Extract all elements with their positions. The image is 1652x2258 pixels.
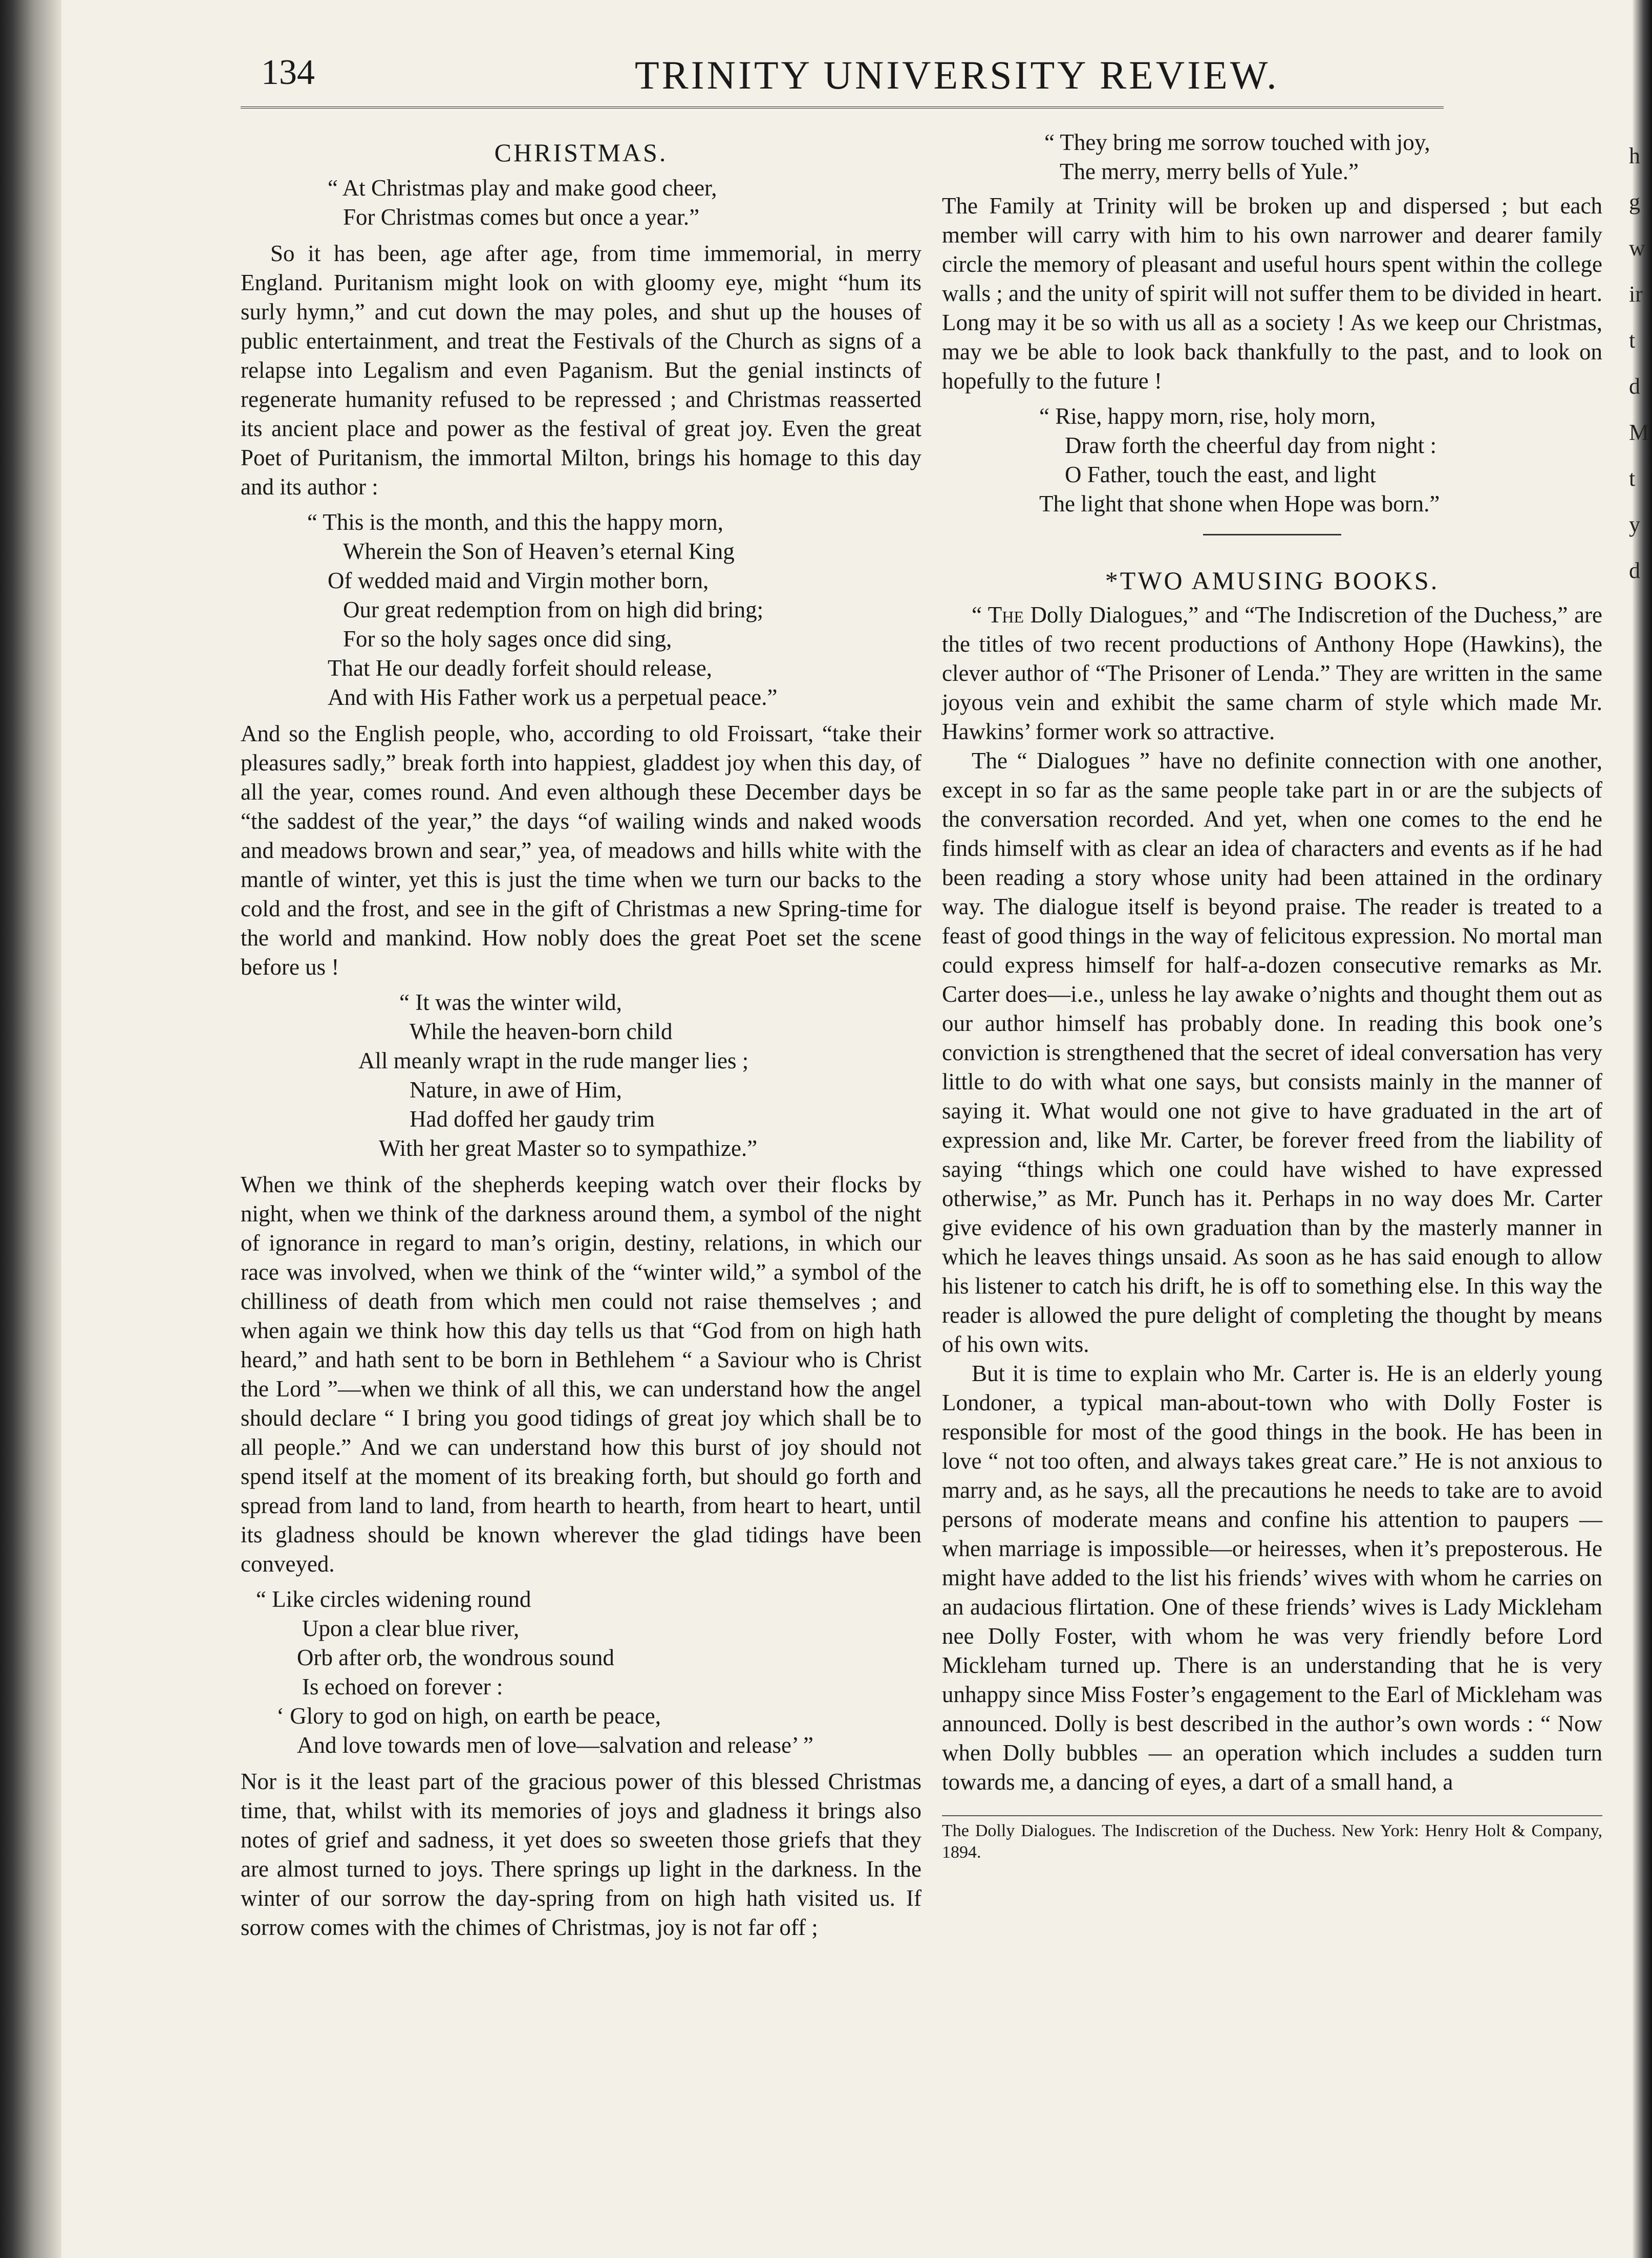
verse-line: Of wedded maid and Virgin mother born, bbox=[328, 568, 709, 593]
verse-line: That He our deadly forfeit should release, bbox=[328, 655, 712, 681]
paragraph: And so the English people, who, according to old Froissart, “take their pleasures sadly,” break forth into happiest, gladdest joy when this day, of all the year, comes round. And even although these December days be “the saddest of the year,” the days “of wailing winds and naked woods and meadows brown and sear,” yea, of meadows and hills white with the mantle of winter, yet this is just the time when we turn our backs to the cold and the frost, and see in the gift of Christmas a new Spring-time for the world and mankind. How nobly does the great Poet set the scene before us ! bbox=[241, 721, 921, 980]
margin-letter: d bbox=[1629, 374, 1640, 399]
page-number: 134 bbox=[261, 53, 315, 92]
footnote: The Dolly Dialogues. The Indiscretion of the Duchess. New York: Henry Holt & Company, 1894. bbox=[942, 1815, 1602, 1863]
section-divider bbox=[1203, 534, 1341, 535]
lead-word: “ The bbox=[972, 602, 1024, 628]
adjacent-page-margin bbox=[1629, 133, 1649, 594]
margin-letter: t bbox=[1629, 466, 1636, 491]
margin-letter: w bbox=[1629, 235, 1645, 261]
verse-line: Nature, in awe of Him, bbox=[410, 1077, 622, 1103]
paragraph: Nor is it the least part of the gracious power of this blessed Christmas time, that, whilst with its memories of joys and gladness it brings also notes of grief and sadness, it yet does so sweeten those griefs that they are almost turned to joys. There springs up light in the darkness. In the winter of our sorrow the day-spring from on high hath visited us. If sorrow comes with the chimes of Christmas, joy is not far off ; bbox=[241, 1769, 921, 1940]
paragraph: But it is time to explain who Mr. Carter is. He is an elderly young Londoner, a typical man-about-town who with Dolly Foster is responsible for most of the good things in the book. He has been in love “ not too often, and always takes great care.” He is not anxious to marry and, as he says, all the precautions he needs to take are to avoid persons of moderate means and confine his attention to paupers —when marriage is impossible—or heiresses, when it’s preposterous. He might have added to the list his friends’ wives with whom he carries on an audacious flirtation. One of these friends’ wives is Lady Mickleham nee Dolly Foster, with whom he was very friendly before Lord Mickleham turned up. There is an understanding that he is very unhappy since Miss Foster’s engagement to the Earl of Mickleham was announced. Dolly is best described in the author’s own words : “ Now when Dolly bubbles — an operation which includes a sudden turn towards me, a dancing of eyes, a dart of a small hand, a bbox=[942, 1361, 1602, 1795]
verse-line: Our great redemption from on high did bring; bbox=[343, 597, 764, 622]
paragraph bbox=[942, 600, 1602, 746]
verse-line: The light that shone when Hope was born.” bbox=[1039, 491, 1440, 517]
paragraph-text: Dolly Dialogues,” and “The Indiscretion of the Duchess,” are the titles of two recent productions of Anthony Hope (Hawkins), the clever author of “The Prisoner of Lenda.” They are written in the same joyous vein and exhibit the same charm of style which made Mr. Hawkins’ former work so attractive. bbox=[942, 602, 1603, 744]
verse-line: “ Rise, happy morn, rise, holy morn, bbox=[1039, 403, 1376, 429]
article-title-christmas: CHRISTMAS. bbox=[494, 138, 668, 167]
verse-line: Draw forth the cheerful day from night : bbox=[1065, 433, 1436, 458]
verse-winter bbox=[358, 988, 921, 1163]
verse-line: With her great Master so to sympathize.” bbox=[379, 1135, 758, 1161]
paragraph: So it has been, age after age, from time immemorial, in merry England. Puritanism might look on with gloomy eye, might “hum its surly hymn,” and cut down the may poles, and shut up the houses of public entertainment, and treat the Festivals of the Church as signs of a relapse into Legalism and even Paganism. But the genial instincts of regenerate humanity refused to be repressed ; and Christmas reasserted its ancient place and power as the festival of great joy. Even the great Poet of Puritanism, the immortal Milton, brings his homage to this day and its author : bbox=[241, 241, 921, 500]
verse-line: Had doffed her gaudy trim bbox=[410, 1106, 655, 1132]
header-rule bbox=[241, 106, 1444, 109]
page-header bbox=[261, 47, 1387, 103]
verse-line: And love towards men of love—salvation and release’ ” bbox=[297, 1732, 813, 1758]
verse-line: O Father, touch the east, and light bbox=[1065, 462, 1377, 487]
margin-letter: M bbox=[1629, 420, 1649, 445]
verse-line: While the heaven-born child bbox=[410, 1019, 673, 1044]
verse-rise bbox=[1039, 402, 1602, 519]
verse-line: Wherein the Son of Heaven’s eternal King bbox=[343, 539, 735, 564]
verse-line: The merry, merry bells of Yule.” bbox=[1060, 159, 1359, 184]
verse-line: And with His Father work us a perpetual peace.” bbox=[328, 684, 778, 710]
margin-letter: d bbox=[1629, 558, 1640, 583]
verse-line: “ Like circles widening round bbox=[256, 1586, 531, 1612]
margin-letter: ir bbox=[1629, 282, 1643, 307]
margin-letter: y bbox=[1629, 512, 1640, 537]
verse-milton bbox=[307, 508, 921, 712]
verse-line: Is echoed on forever : bbox=[302, 1674, 503, 1700]
margin-letter: h bbox=[1629, 143, 1640, 168]
journal-title: TRINITY UNIVERSITY REVIEW. bbox=[635, 53, 1279, 97]
paragraph: The “ Dialogues ” have no definite connection with one another, except in so far as the same people take part in or are the subjects of the conversation recorded. And yet, when one comes to the end he finds himself with as clear an idea of characters and events as if he had been reading a story whose unity had been attained in the ordinary way. The dialogue itself is beyond praise. The reader is treated to a feast of good things in the way of felicitous expression. No mortal man could express himself for half-a-dozen consecutive remarks as Mr. Carter does—i.e., unless he lay awake o’nights and thought them out as our author himself has probably done. In reading this book one’s conviction is strengthened that the secret of ideal conversation has very little to do with what one says, but consists mainly in the manner of saying it. What would one not give to have graduated in the art of expression and, like Mr. Carter, be forever freed from the liability of saying “things which one could have wished to have expressed otherwise,” as Mr. Punch has it. Perhaps in no way does Mr. Carter give evidence of his own graduation than by the masterly manner in which he leaves things unsaid. As soon as he has said enough to allow his listener to catch his drift, he is off to something else. In this way the reader is allowed the pure delight of completing the thought by means of his own wits. bbox=[942, 748, 1602, 1357]
margin-letter: g bbox=[1629, 189, 1640, 214]
verse-line: All meanly wrapt in the rude manger lies ; bbox=[358, 1048, 749, 1073]
verse-line: “ At Christmas play and make good cheer, bbox=[328, 175, 717, 201]
book-binding-shadow bbox=[0, 0, 61, 2258]
margin-letter: t bbox=[1629, 328, 1636, 353]
verse-circles bbox=[256, 1585, 921, 1760]
verse-line: “ They bring me sorrow touched with joy, bbox=[1044, 130, 1430, 155]
verse-line: Orb after orb, the wondrous sound bbox=[297, 1645, 614, 1670]
verse-line: For so the holy sages once did sing, bbox=[343, 626, 672, 652]
verse-line: For Christmas comes but once a year.” bbox=[343, 204, 700, 230]
paragraph: When we think of the shepherds keeping watch over their flocks by night, when we think of the darkness around them, a symbol of the night of ignorance in regard to man’s origin, destiny, relations, in which our race was involved, when we think of the “winter wild,” a symbol of the chilliness of death from which men could not raise themselves ; and when again we think how this day tells us that “God from on high hath heard,” and hath sent to be born in Bethlehem “ a Saviour who is Christ the Lord ”—when we think of all this, we can understand how the angel should declare “ I bring you good tidings of great joy which shall be to all people.” And we can understand how this burst of joy should not spend itself at the moment of its breaking forth, but should go forth and spread from land to land, from hearth to hearth, from heart to heart, until its gladness should be known wherever the glad tidings have been conveyed. bbox=[241, 1172, 921, 1577]
article-title-two-books: *TWO AMUSING BOOKS. bbox=[1105, 566, 1440, 595]
right-column bbox=[942, 128, 1602, 1863]
verse-line: ‘ Glory to god on high, on earth be peace, bbox=[276, 1703, 661, 1729]
verse-bells bbox=[1044, 128, 1602, 186]
left-column bbox=[241, 128, 921, 1942]
verse-line: “ This is the month, and this the happy morn, bbox=[307, 509, 723, 535]
verse-line: Upon a clear blue river, bbox=[302, 1616, 520, 1641]
verse-line: “ It was the winter wild, bbox=[399, 990, 622, 1015]
epigraph bbox=[328, 174, 921, 232]
paragraph: The Family at Trinity will be broken up and dispersed ; but each member will carry with him to his own narrower and dearer family circle the memory of pleasant and useful hours spent within the college walls ; and the unity of spirit will not suffer them to be divided in heart. Long may it be so with us all as a society ! As we keep our Christmas, may we be able to look back thankfully to the past, and to look on hopefully to the future ! bbox=[942, 193, 1602, 394]
